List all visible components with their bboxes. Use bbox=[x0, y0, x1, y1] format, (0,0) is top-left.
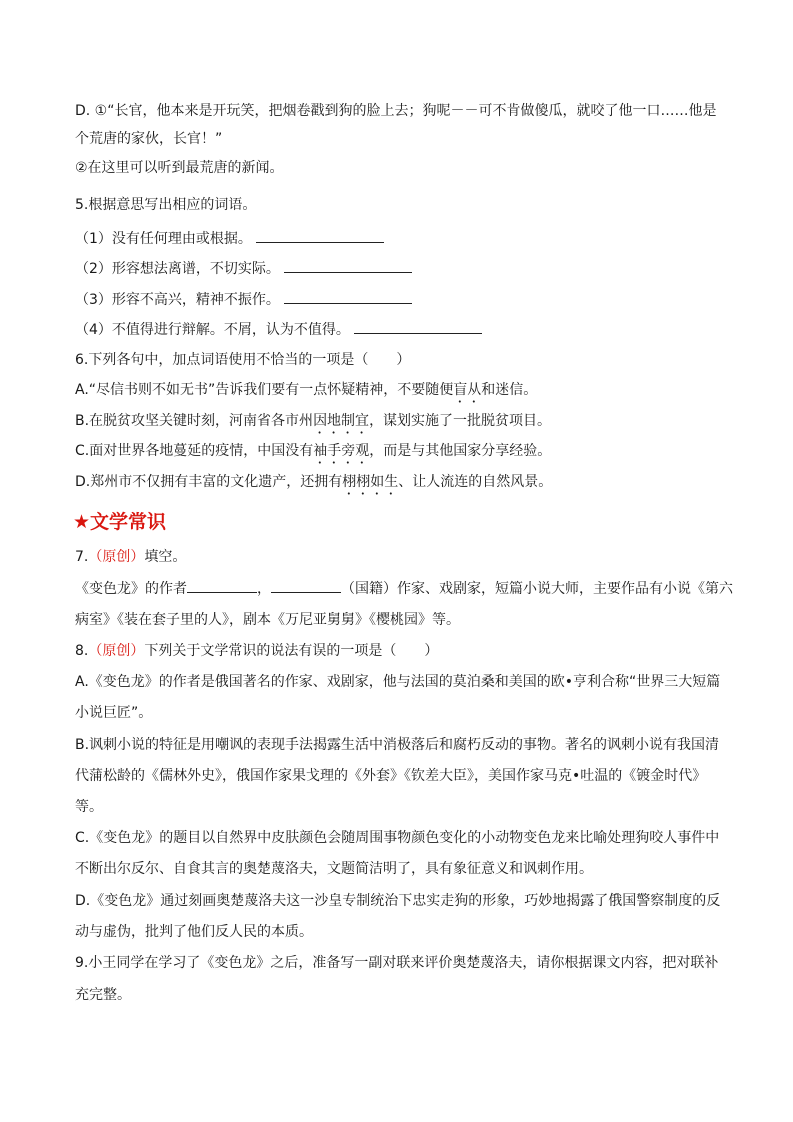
original-tag: （原创） bbox=[88, 549, 145, 565]
q7-line1 bbox=[75, 578, 733, 599]
q5-title: 5.根据意思写出相应的词语。 bbox=[75, 197, 257, 213]
q7-title bbox=[75, 547, 186, 567]
q5-item-2 bbox=[75, 258, 412, 279]
dotted-word: 盲从 bbox=[453, 382, 482, 398]
text: ，而是与其他国家分享经验。 bbox=[369, 443, 552, 459]
q8-option-b-line3: 等。 bbox=[75, 799, 103, 815]
question-number: 7. bbox=[75, 549, 89, 565]
nationality-blank[interactable] bbox=[271, 578, 341, 593]
q5-item-4 bbox=[75, 319, 482, 340]
q5-item-1 bbox=[75, 228, 384, 249]
q8-option-c-line1: C.《变色龙》的题目以自然界中皮肤颜色会随周围事物颜色变化的小动物变色龙来比喻处理狗咬人事件中 bbox=[75, 830, 720, 846]
q4-option-d-line2: 个荒唐的家伙，长官！” bbox=[75, 131, 223, 147]
q5-item-text: （2）形容想法离谱，不切实际。 bbox=[75, 261, 280, 277]
q8-option-d-line2: 动与虚伪，批判了他们反人民的本质。 bbox=[75, 924, 313, 940]
text: B.在脱贫攻坚关键时刻，河南省各市州 bbox=[75, 413, 314, 429]
q8-option-d-line1: D.《变色龙》通过刻画奥楚蔑洛夫这一沙皇专制统治下忠实走狗的形象，巧妙地揭露了俄国警察制度的反 bbox=[75, 893, 721, 909]
q8-option-b-line1: B.讽刺小说的特征是用嘲讽的表现手法揭露生活中消极落后和腐朽反动的事物。著名的讽刺小说有我国清 bbox=[75, 737, 720, 753]
text: A.“尽信书则不如无书”告诉我们要有一点怀疑精神，不要随便 bbox=[75, 382, 454, 398]
q8-title bbox=[75, 641, 438, 661]
q4-option-d-line3: ②在这里可以听到最荒唐的新闻。 bbox=[75, 160, 284, 176]
answer-blank[interactable] bbox=[284, 258, 412, 273]
answer-blank[interactable] bbox=[284, 289, 412, 304]
q8-option-b-line2: 代蒲松龄的《儒林外史》，俄国作家果戈理的《外套》《钦差大臣》，美国作家马克•吐温的《镀金时代》 bbox=[75, 768, 707, 784]
q8-option-a-line2: 小说巨匠”。 bbox=[75, 705, 153, 721]
author-blank[interactable] bbox=[187, 578, 257, 593]
q9-line2: 充完整。 bbox=[75, 987, 131, 1003]
section-heading-literary-knowledge: ★文学常识 bbox=[73, 511, 167, 533]
q8-option-c-line2: 不断出尔反尔、自食其言的奥楚蔑洛夫，文题简洁明了，具有象征意义和讽刺作用。 bbox=[75, 861, 593, 877]
answer-blank[interactable] bbox=[354, 319, 482, 334]
q4-option-d-line1: D. ①“长官，他本来是开玩笑，把烟卷戳到狗的脸上去；狗呢－－可不肯做傻瓜，就咬了他一口……他是 bbox=[75, 103, 717, 119]
text: ，谋划实施了一批脱贫项目。 bbox=[369, 413, 552, 429]
q6-option-d bbox=[75, 472, 552, 498]
q6-title: 6.下列各句中，加点词语使用不恰当的一项是（ ） bbox=[75, 352, 411, 368]
q8-option-a-line1: A.《变色龙》的作者是俄国著名的作家、戏剧家，他与法国的莫泊桑和美国的欧•亨利合称“世界三大短篇 bbox=[75, 674, 721, 690]
q5-item-text: （4）不值得进行辩解。不屑，认为不值得。 bbox=[75, 322, 350, 338]
text: ， bbox=[257, 581, 271, 597]
q5-item-3 bbox=[75, 289, 412, 310]
text: （国籍）作家、戏剧家，短篇小说大师，主要作品有小说《第六 bbox=[341, 581, 733, 597]
question-text: 下列关于文学常识的说法有误的一项是（ ） bbox=[144, 643, 439, 659]
text: 和迷信。 bbox=[481, 382, 538, 398]
q7-line2: 病室》《装在套子里的人》，剧本《万尼亚舅舅》《樱桃园》等。 bbox=[75, 612, 460, 628]
text: D.郑州市不仅拥有丰富的文化遗产，还拥有 bbox=[75, 474, 343, 490]
question-number: 8. bbox=[75, 643, 89, 659]
text: 《变色龙》的作者 bbox=[75, 581, 187, 597]
answer-blank[interactable] bbox=[256, 228, 384, 243]
dotted-word: 栩栩如生 bbox=[342, 474, 399, 490]
original-tag: （原创） bbox=[88, 643, 145, 659]
text: C.面对世界各地蔓延的疫情，中国没有 bbox=[75, 443, 314, 459]
q5-item-text: （1）没有任何理由或根据。 bbox=[75, 231, 252, 247]
q6-option-a bbox=[75, 380, 537, 406]
text: 、让人流连的自然风景。 bbox=[398, 474, 553, 490]
question-text: 填空。 bbox=[144, 549, 187, 565]
q5-item-text: （3）形容不高兴，精神不振作。 bbox=[75, 292, 280, 308]
q9-line1: 9.小王同学在学习了《变色龙》之后，准备写一副对联来评价奥楚蔑洛夫，请你根据课文内容，把对联补 bbox=[75, 955, 719, 971]
dotted-word: 袖手旁观 bbox=[313, 443, 370, 459]
q6-option-c bbox=[75, 441, 551, 467]
dotted-word: 因地制宜 bbox=[313, 413, 370, 429]
q6-option-b bbox=[75, 411, 551, 437]
